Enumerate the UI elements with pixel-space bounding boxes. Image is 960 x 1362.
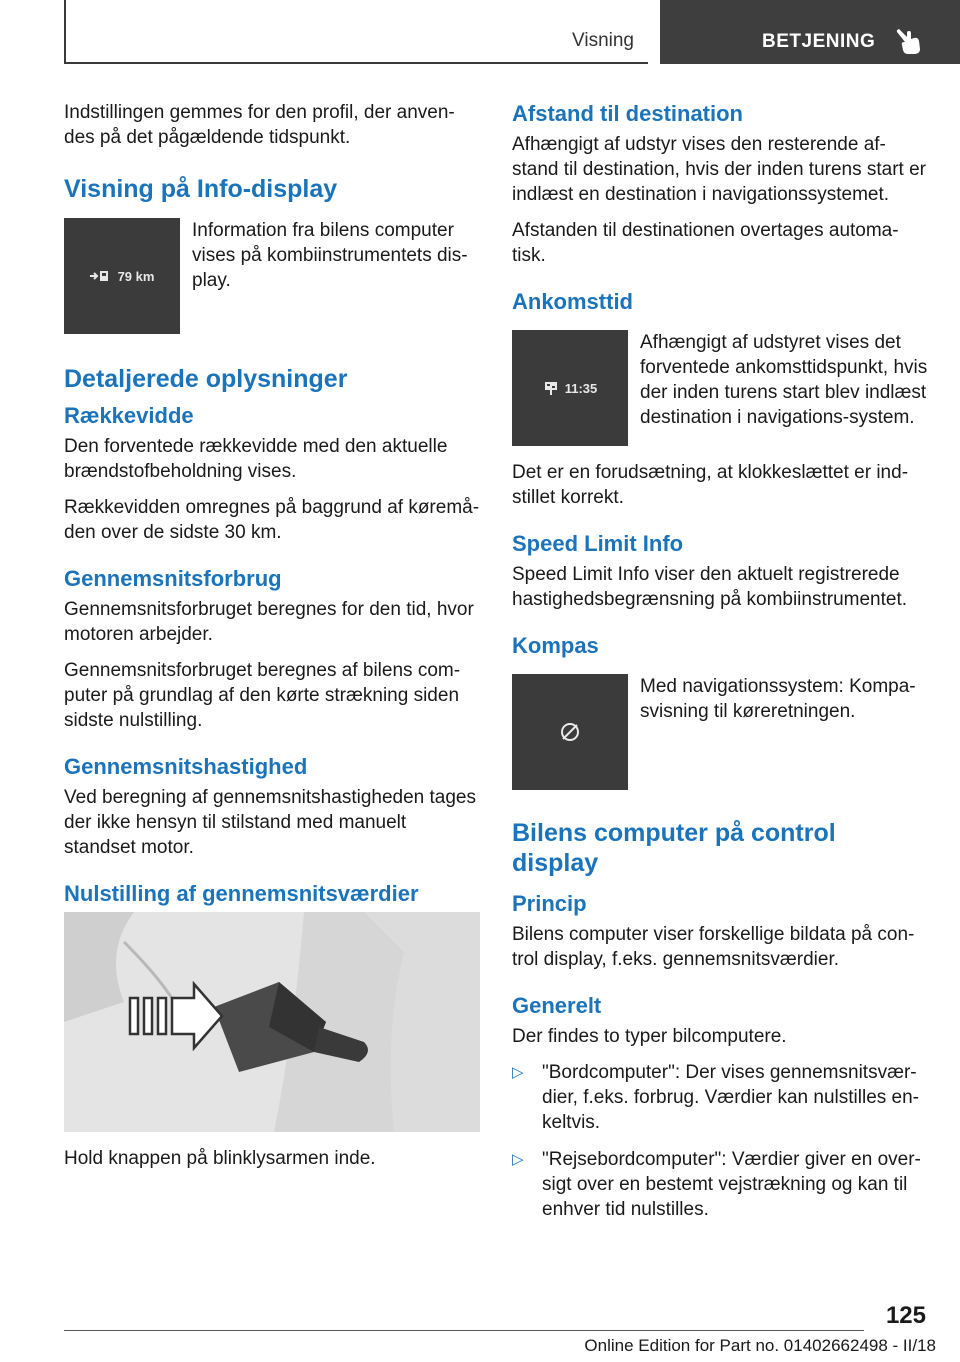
list-item-text: "Rejsebordcomputer": Værdier giver en over‐sigt over en bestemt vejstrækning og kan til enhver tid nulstilles. [542,1149,921,1220]
compass-text: Med navigationssystem: Kompa‐svisning til køreretningen. [640,676,916,722]
avg-consumption-heading: Gennemsnitsforbrug [64,566,282,591]
range-heading: Rækkevidde [64,403,194,428]
computer-heading: Bilens computer på control display [512,819,836,877]
reset-heading: Nulstilling af gennemsnitsværdier [64,881,419,906]
page-number: 125 [885,1302,926,1329]
principle-text: Bilens computer viser forskellige bildata på con‐trol display, f.eks. gennemsnitsværdier. [512,924,915,970]
general-heading: Generelt [512,993,602,1018]
info-display-text: Information fra bilens computer vises på kombiinstrumentets dis‐play. [192,220,468,291]
chapter-label: BETJENING [762,31,876,52]
list-item-text: "Bordcomputer": Der vises gennemsnitsvær‐dier, f.eks. forbrug. Værdier kan nulstilles en‐keltvis. [542,1062,920,1133]
range-text-2: Rækkevidden omregnes på baggrund af køremå‐den over de sidste 30 km. [64,497,480,543]
range-screen-image [64,218,180,334]
list-item [512,1147,928,1222]
header-section-title: Visning [572,30,634,51]
destination-flag-icon [543,380,559,396]
footer-divider [64,1330,864,1331]
compass-icon [559,721,581,743]
speed-limit-heading: Speed Limit Info [512,531,684,556]
pointing-hand-icon [896,27,922,55]
compass-heading: Kompas [512,633,599,658]
avg-speed-text: Ved beregning af gennemsnitshastigheden tages der ikke hensyn til stilstand med manuelt standset motor. [64,787,476,858]
principle-heading: Princip [512,891,587,916]
detail-heading: Detaljerede oplysninger [64,365,348,393]
reset-caption: Hold knappen på blinklysarmen inde. [64,1148,376,1169]
compass-screen-image [512,674,628,790]
turn-signal-lever-image [64,912,480,1132]
bullet-marker: ▷ [512,1151,524,1168]
arrival-figure [512,330,928,446]
header-frame [64,0,648,64]
info-display-figure [64,218,480,334]
general-text: Der findes to typer bilcomputere. [512,1026,787,1047]
speed-limit-text: Speed Limit Info viser den aktuelt registrerede hastighedsbegrænsning på kombiinstrumentet. [512,564,908,610]
chapter-tab [660,0,960,64]
fuel-range-icon [90,270,112,282]
arrival-text: Afhængigt af udstyret vises det forventede ankomsttidspunkt, hvis der inden turens start blev indlæst destination i navigations‐system. [640,332,928,428]
right-column [512,100,928,1234]
range-text-1: Den forventede rækkevidde med den aktuelle brændstofbeholdning vises. [64,436,448,482]
arrival-text-2: Det er en forudsætning, at klokkeslættet er ind‐stillet korrekt. [512,462,909,508]
range-screen-value: 79 km [117,268,155,284]
avg-consumption-text-2: Gennemsnitsforbruget beregnes af bilens com‐puter på grundlag af den kørte strækning siden sidste nulstilling. [64,660,461,731]
computer-types-list [512,1060,928,1222]
footer-edition: Online Edition for Part no. 01402662498 - II/18 [584,1336,936,1355]
distance-text-1: Afhængigt af udstyr vises den resterende af‐stand til destination, hvis der inden turens start er indlæst en destination i navigationssystemet. [512,134,927,205]
left-column [64,100,480,1182]
compass-figure [512,674,928,790]
info-display-heading: Visning på Info-display [64,175,338,203]
distance-heading: Afstand til destination [512,101,743,126]
distance-text-2: Afstanden til destinationen overtages automa‐tisk. [512,220,899,266]
bullet-marker: ▷ [512,1064,524,1081]
avg-consumption-text-1: Gennemsnitsforbruget beregnes for den tid, hvor motoren arbejder. [64,599,474,645]
arrival-screen-image [512,330,628,446]
intro-text: Indstillingen gemmes for den profil, der anven‐des på det pågældende tidspunkt. [64,102,455,148]
arrival-heading: Ankomsttid [512,289,633,314]
avg-speed-heading: Gennemsnitshastighed [64,754,308,779]
list-item [512,1060,928,1135]
arrival-screen-value: 11:35 [564,380,598,396]
